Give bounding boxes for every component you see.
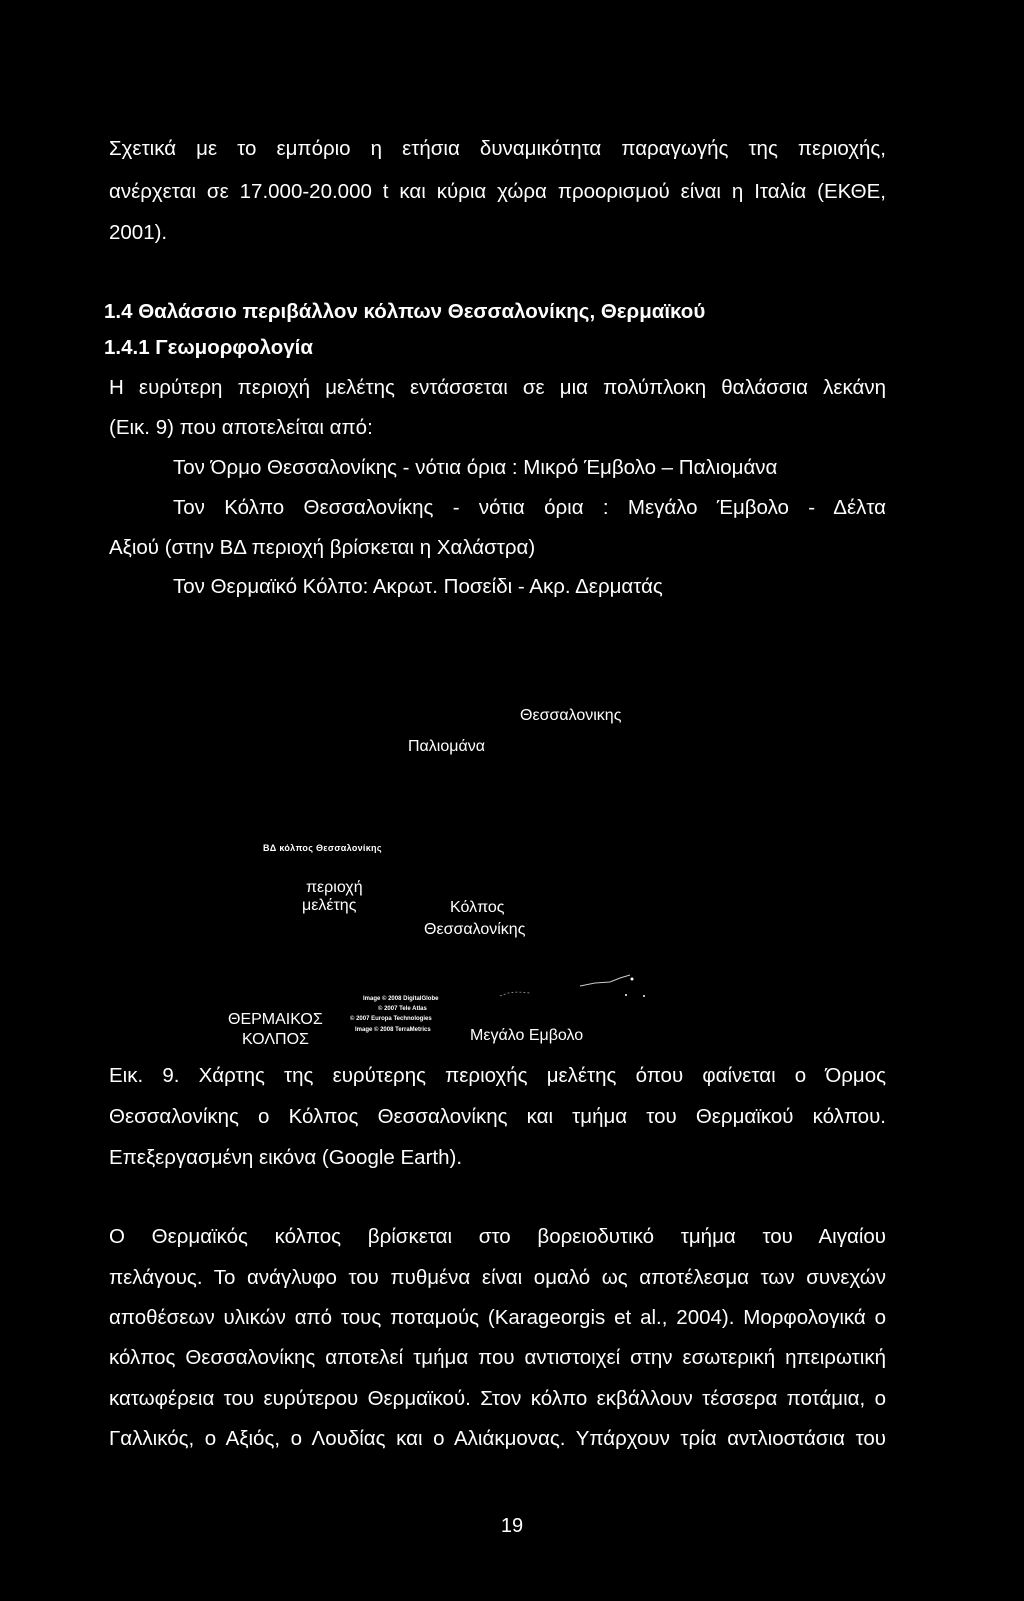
- map-label-bd-gulf: ΒΔ κόλπος Θεσσαλονίκης: [263, 843, 382, 853]
- list-item: Τον Όρμο Θεσσαλονίκης - νότια όρια : Μικρό Έμβολο – Παλιομάνα: [173, 456, 778, 479]
- paragraph-line: κατωφέρεια του ευρύτερου Θερμαϊκού. Στον κόλπο εκβάλλουν τέσσερα ποτάμια, ο: [109, 1387, 886, 1410]
- paragraph-line: Γαλλικός, ο Αξιός, ο Λουδίας και ο Αλιάκμονας. Υπάρχουν τρία αντλιοστάσια του: [109, 1427, 886, 1450]
- map-credit: Image © 2008 DigitalGlobe: [363, 996, 439, 1002]
- paragraph-line: Η ευρύτερη περιοχή μελέτης εντάσσεται σε μια πολύπλοκη θαλάσσια λεκάνη: [109, 376, 886, 399]
- page-number: 19: [500, 1515, 524, 1537]
- list-item: Τον Θερμαϊκό Κόλπο: Ακρωτ. Ποσείδι - Ακρ. Δερματάς: [173, 575, 663, 598]
- paragraph-line: Σχετικά με το εμπόριο η ετήσια δυναμικότητα παραγωγής της περιοχής,: [109, 137, 886, 160]
- map-label-thermaikos: ΘΕΡΜΑΙΚΟΣ: [228, 1011, 323, 1028]
- map-credit: © 2007 Tele Atlas: [378, 1006, 427, 1012]
- list-item-continuation: Αξιού (στην ΒΔ περιοχή βρίσκεται η Χαλάστρα): [109, 536, 536, 559]
- paragraph-line: Ο Θερμαϊκός κόλπος βρίσκεται στο βορειοδυτικό τμήμα του Αιγαίου: [109, 1225, 886, 1248]
- section-heading: 1.4 Θαλάσσιο περιβάλλον κόλπων Θεσσαλονίκης, Θερμαϊκού: [104, 300, 706, 323]
- subsection-heading: 1.4.1 Γεωμορφολογία: [104, 336, 313, 359]
- paragraph-line: αποθέσεων υλικών από τους ποταμούς (Karageorgis et al., 2004). Μορφολογικά ο: [109, 1306, 886, 1329]
- map-label-thermaikos-2: ΚΟΛΠΟΣ: [242, 1031, 309, 1048]
- map-credit: © 2007 Europa Technologies: [350, 1016, 432, 1022]
- paragraph-line: 2001).: [109, 221, 168, 244]
- map-label-paliomana: Παλιομάνα: [408, 738, 485, 755]
- paragraph-line: ανέρχεται σε 17.000-20.000 t και κύρια χώρα προορισμού είναι η Ιταλία (ΕΚΘΕ,: [109, 180, 886, 203]
- list-item: Τον Κόλπο Θεσσαλονίκης - νότια όρια : Μεγάλο Έμβολο - Δέλτα: [173, 496, 886, 519]
- map-label-gulf: Κόλπος: [450, 899, 505, 916]
- map-label-megalo-embolo: Μεγάλο Εμβολο: [470, 1027, 584, 1044]
- map-label-thessaloniki: Θεσσαλονικης: [520, 707, 622, 724]
- paragraph-line: κόλπος Θεσσαλονίκης αποτελεί τμήμα που αντιστοιχεί στην εσωτερική ηπειρωτική: [109, 1346, 886, 1369]
- figure-caption-line: Εικ. 9. Χάρτης της ευρύτερης περιοχής μελέτης όπου φαίνεται ο Όρμος: [109, 1064, 886, 1087]
- map-label-gulf-2: Θεσσαλονίκης: [424, 921, 526, 938]
- paragraph-line: πελάγους. Το ανάγλυφο του πυθμένα είναι ομαλό ως αποτέλεσμα των συνεχών: [109, 1266, 886, 1289]
- map-label-study-area-2: μελέτης: [302, 897, 357, 914]
- paragraph-line: (Εικ. 9) που αποτελείται από:: [109, 416, 373, 439]
- figure-caption-line: Επεξεργασμένη εικόνα (Google Earth).: [109, 1146, 463, 1169]
- figure-caption-line: Θεσσαλονίκης ο Κόλπος Θεσσαλονίκης και τμήμα του Θερμαϊκού κόλπου.: [109, 1105, 886, 1128]
- map-label-study-area: περιοχή: [306, 879, 363, 896]
- map-credit: Image © 2008 TerraMetrics: [355, 1027, 431, 1033]
